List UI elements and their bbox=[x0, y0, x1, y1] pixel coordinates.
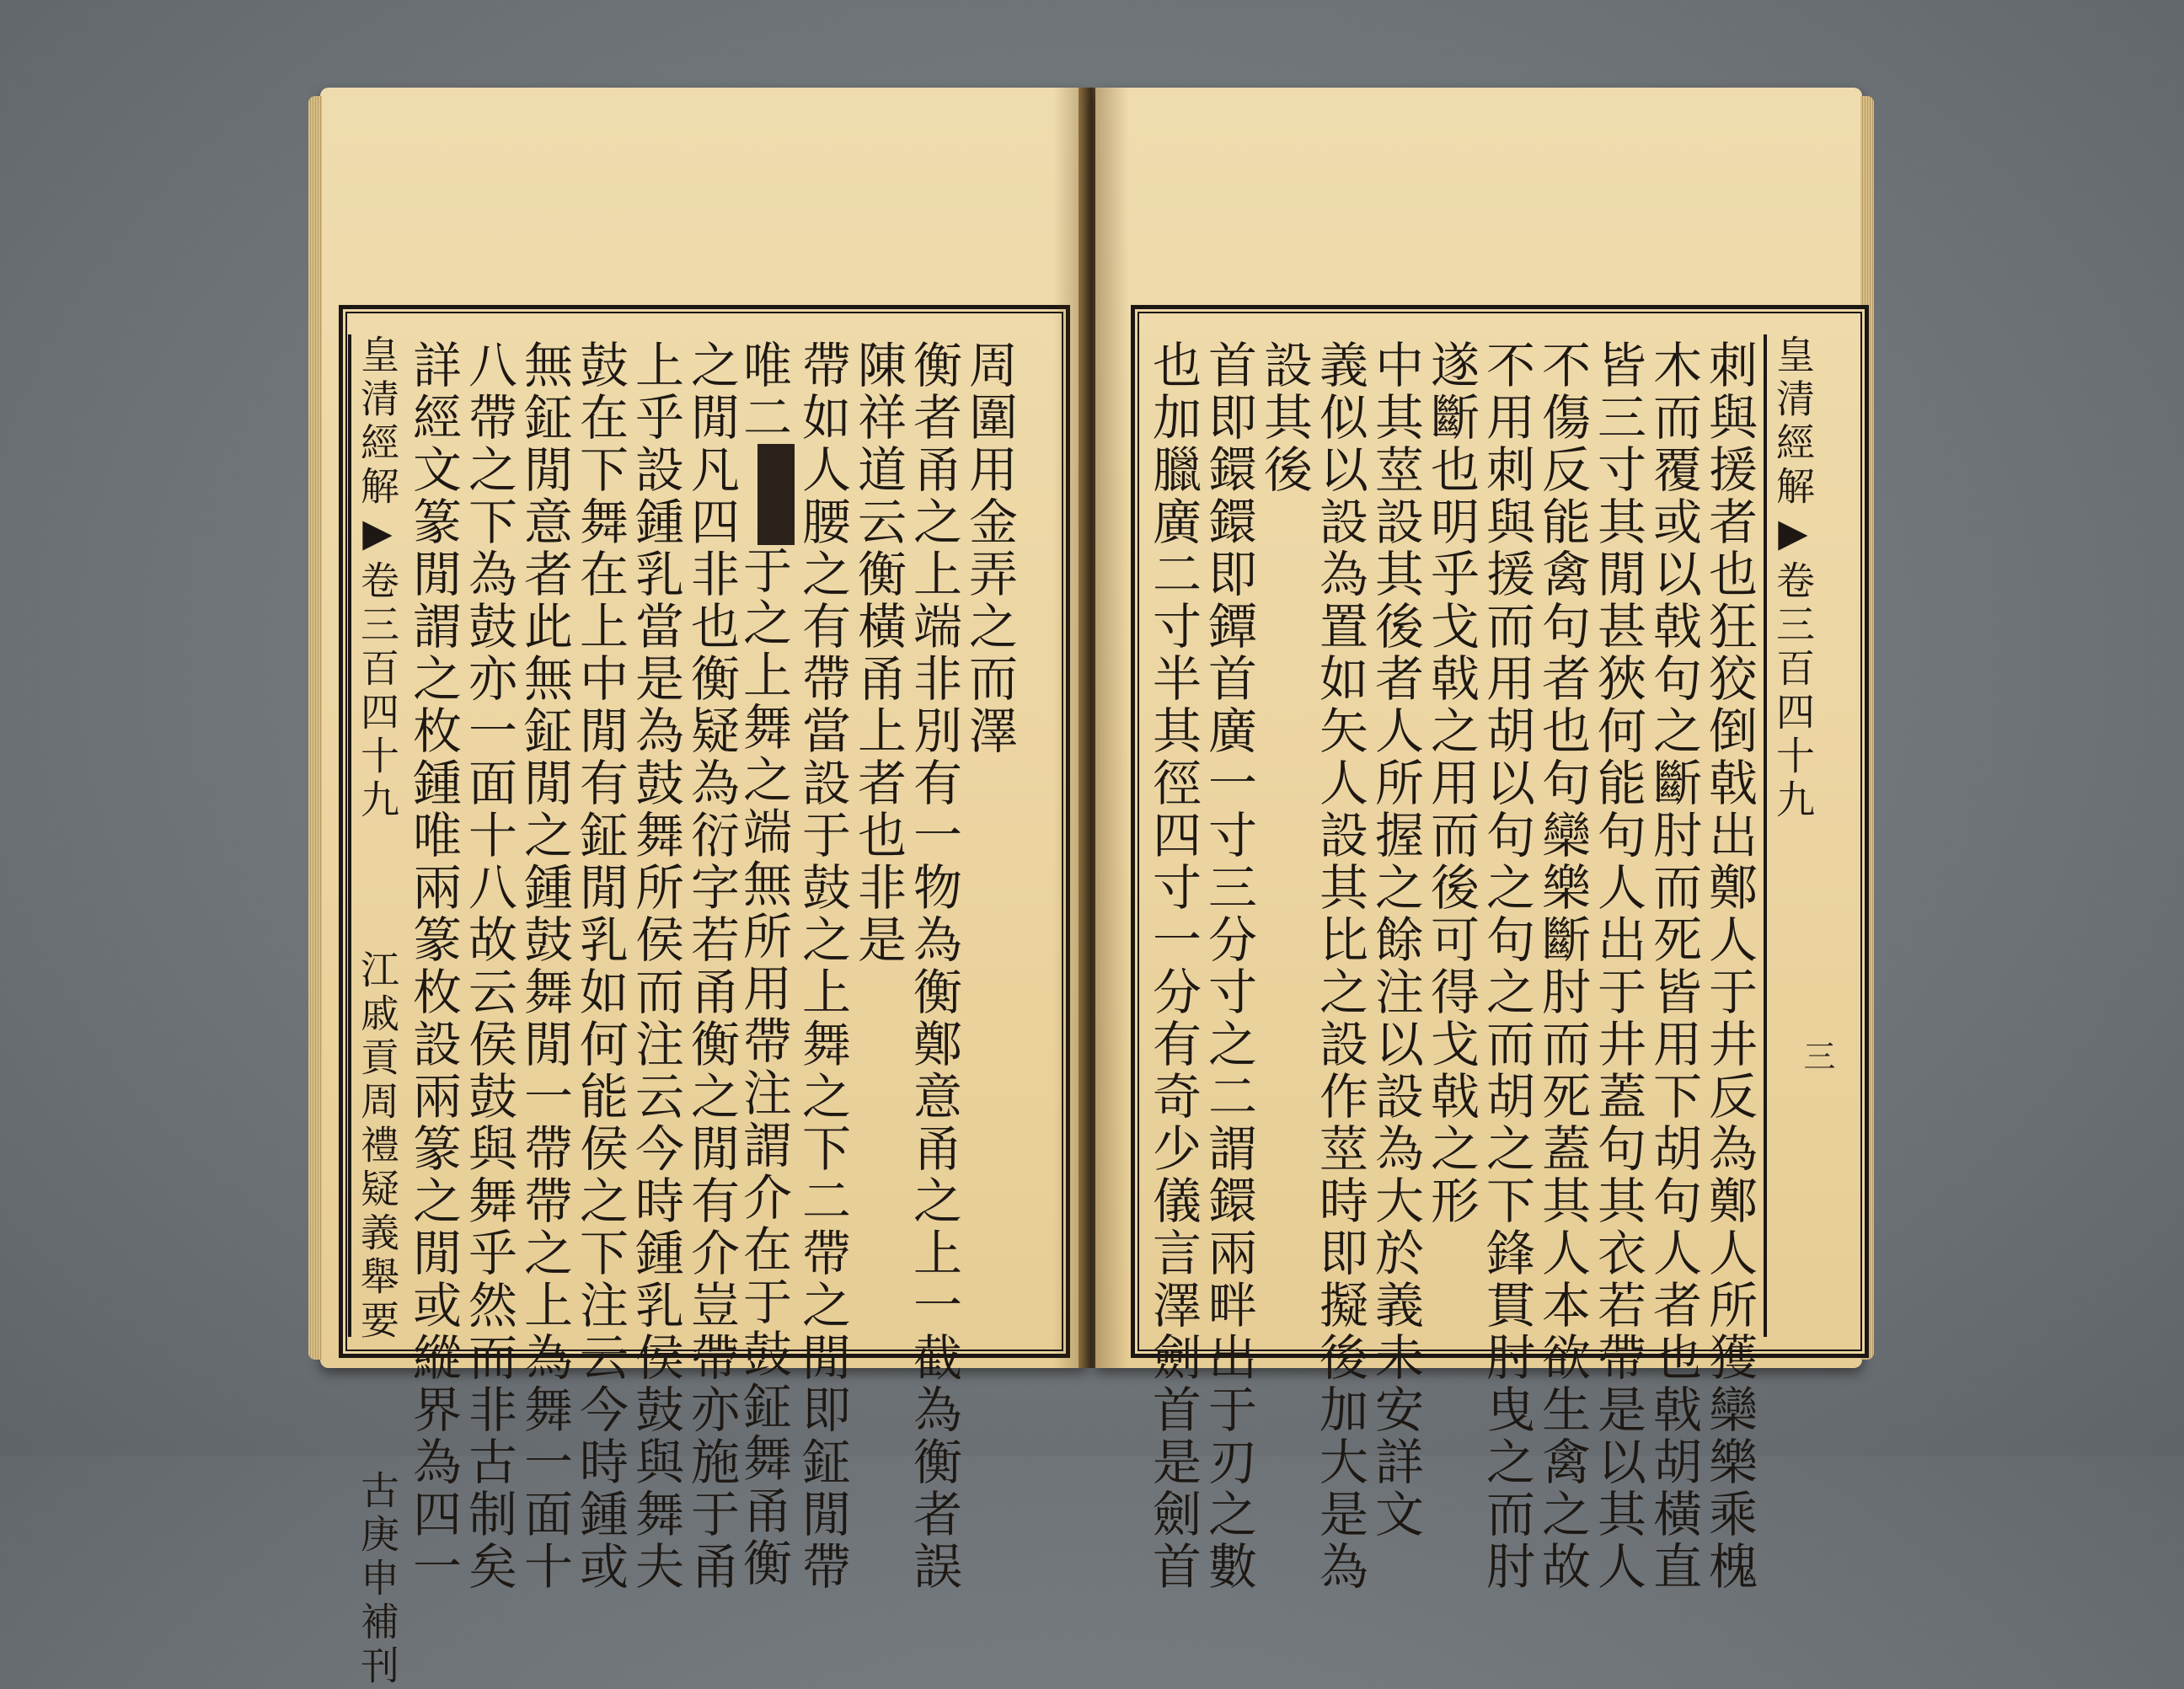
ink-block-mark bbox=[757, 444, 795, 545]
text-column: 鼓在下舞在上中閒有鉦閒乳如何能侯之下注云今時鍾或 bbox=[571, 339, 629, 1593]
page-edges-left bbox=[308, 96, 322, 1360]
text-column: 木而覆或以戟句之斷肘而死皆用下胡句人者也戟胡橫直 bbox=[1645, 339, 1702, 1593]
right-margin-title bbox=[1764, 334, 1819, 1337]
text-column: 帶如人腰之有帶當設于鼓之上舞之下二帶之閒即鉦閒帶 bbox=[794, 339, 851, 1593]
text-column: 皆三寸其閒甚狹何能句人出于井蓋句其衣若帶是以其人 bbox=[1589, 339, 1646, 1593]
text-column: 不傷反能禽句者也句欒樂斷肘而死蓋其人本欲生禽之故 bbox=[1534, 339, 1591, 1593]
margin-title-text: 皇清經解▶卷三百四十九 bbox=[355, 334, 400, 823]
text-frame-left bbox=[339, 305, 1070, 1689]
margin-footer-text: 古庚申補刊 bbox=[355, 1470, 400, 1689]
text-column: 詳經文篆閒謂之枚鍾唯兩篆枚設兩篆之閒或縱界為四一 bbox=[404, 339, 462, 1593]
margin-title-text: 皇清經解▶卷三百四十九 bbox=[1770, 334, 1816, 823]
page-number: 三 bbox=[1798, 1040, 1835, 1072]
text-column: 陳祥道云衡橫甬上者也非是 bbox=[849, 339, 907, 966]
text-column: 周圍用金弄之而澤 bbox=[961, 339, 1018, 757]
left-margin-title bbox=[348, 334, 404, 1689]
column-tail: 于之上舞之端無所用帶注謂介在于鼓鉦舞甬衡 bbox=[734, 545, 792, 1590]
text-column: 首即鐶鐶即鐔首廣一寸三分寸之二謂鐶兩畔出于刃之數 bbox=[1200, 339, 1257, 1593]
left-page bbox=[320, 88, 1087, 1689]
column-head: 唯二 bbox=[734, 339, 792, 444]
text-column-split bbox=[734, 339, 795, 1590]
text-column: 衡者甬之上端非別有一物為衡鄭意甬之上一截為衡者誤 bbox=[905, 339, 962, 1593]
text-column: 刺與援者也狂狡倒戟出鄭人于井反為鄭人所獲欒樂乘槐 bbox=[1700, 339, 1758, 1593]
text-column: 中其莖設其後者人所握之餘注以設為大於義未安詳文 bbox=[1367, 339, 1424, 1541]
text-column: 上乎設鍾乳當是為鼓舞所侯而注云今時鍾乳侯鼓與舞夫 bbox=[627, 339, 684, 1593]
text-column: 義似以設為置如矢人設其比之設作莖時即擬後加大是為 bbox=[1311, 339, 1368, 1593]
text-column: 也加臘廣二寸半其徑四寸一分有奇少儀言澤劍首是劍首 bbox=[1144, 339, 1202, 1593]
text-column: 八帶之下為鼓亦一面十八故云侯鼓與舞乎然而非古制矣 bbox=[460, 339, 517, 1593]
text-column: 設其後 bbox=[1255, 339, 1313, 496]
text-column: 不用刺與援而用胡以句之句之而胡之下鋒貫肘曳之而肘 bbox=[1478, 339, 1535, 1593]
text-frame-right bbox=[1131, 305, 1869, 1593]
text-column: 之閒凡四非也衡疑為衍字若甬衡之閒有介豈帶亦施于甬 bbox=[682, 339, 740, 1593]
open-book bbox=[320, 88, 1862, 1689]
right-page bbox=[1095, 88, 1862, 1593]
margin-subtitle-text: 江戚貢周禮疑義舉要 bbox=[355, 949, 400, 1344]
text-column: 無鉦閒意者此無鉦閒之鍾鼓舞閒一帶帶之上為舞一面十 bbox=[516, 339, 573, 1593]
text-column: 遂斷也明乎戈戟之用而後可得戈戟之形 bbox=[1422, 339, 1480, 1227]
